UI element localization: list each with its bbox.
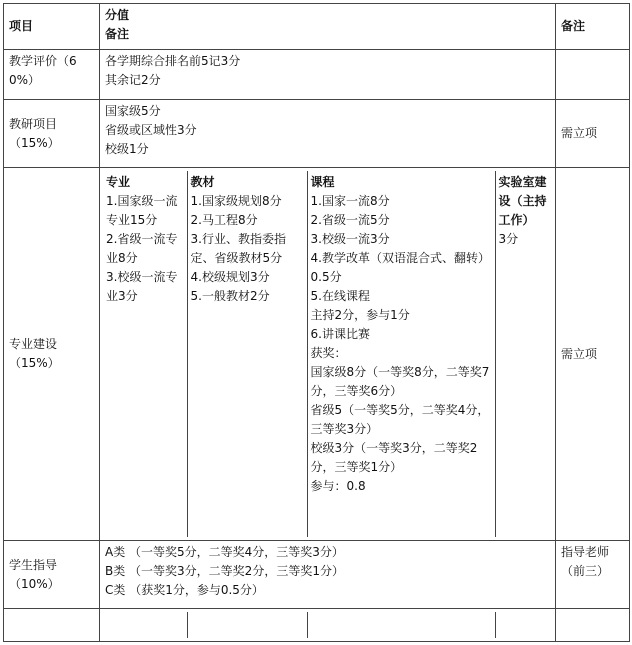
major-building-subrow: [103, 171, 559, 537]
sub-col-course-line: 校级3分（一等奖3分，二等奖2分，三等奖1分）: [310, 441, 478, 474]
row-empty: [4, 609, 630, 642]
sub-col-lab-line: 3分: [498, 232, 519, 246]
empty-cell: [103, 612, 187, 638]
empty-cell: [100, 609, 556, 642]
research-item: [4, 100, 100, 168]
empty-cell: [556, 609, 630, 642]
empty-subrow: [103, 612, 559, 638]
teaching-eval-line-2: 其余记2分: [105, 73, 161, 87]
research-score: [100, 100, 556, 168]
sub-col-course-line: 参与：0.8: [310, 479, 366, 493]
sub-col-course-line: 3.校级一流3分: [310, 232, 390, 246]
research-line-2: 省级或区域性3分: [105, 123, 197, 137]
sub-col-course-line: 主持2分，参与1分: [310, 308, 410, 322]
sub-col-lab: [495, 171, 559, 537]
student-guidance-note: 指导老师（前三）: [556, 541, 630, 609]
sub-col-course-line: 2.省级一流5分: [310, 213, 390, 227]
row-research: [4, 100, 630, 168]
empty-cell: [4, 609, 100, 642]
research-line-1: 国家级5分: [105, 104, 161, 118]
student-guidance-score: [100, 541, 556, 609]
sub-col-major-title: 专业: [106, 175, 131, 189]
sub-col-lab-title: 实验室建设（主持工作）: [498, 175, 547, 227]
teaching-eval-item: 教学评价（60%）: [4, 50, 100, 100]
empty-cell: [495, 612, 559, 638]
student-guidance-item-line1: 学生指导: [9, 557, 58, 572]
major-building-item-line1: 专业建设: [9, 337, 58, 351]
header-score: [100, 4, 556, 50]
header-note: 备注: [556, 4, 630, 50]
sub-col-textbook-title: 教材: [190, 175, 215, 189]
sub-col-course-line: 获奖：: [310, 346, 347, 360]
teaching-eval-line-1: 各学期综合排名前5记3分: [105, 54, 241, 68]
sub-col-course-line: 6.讲课比赛: [310, 327, 370, 341]
research-item-line1: 教研项目: [9, 116, 58, 131]
major-building-subtable: [103, 171, 559, 537]
header-item: 项目: [4, 4, 100, 50]
header-score-line2: 备注: [105, 27, 130, 41]
teaching-eval-score: [100, 50, 556, 100]
empty-cell: [307, 612, 495, 638]
research-note: 需立项: [556, 100, 630, 168]
empty-cell: [187, 612, 307, 638]
major-building-score: [100, 168, 556, 541]
sub-col-course-line: 1.国家一流8分: [310, 194, 390, 208]
sub-col-textbook: [187, 171, 307, 537]
major-building-item: [4, 168, 100, 541]
sub-col-course: [307, 171, 495, 537]
sub-col-course-line: 4.教学改革（双语混合式、翻转）0.5分: [310, 251, 490, 284]
sub-col-textbook-line: 4.校级规划3分: [190, 270, 270, 284]
empty-subtable: [103, 612, 559, 638]
sub-col-textbook-line: 2.马工程8分: [190, 213, 258, 227]
row-student-guidance: [4, 541, 630, 609]
student-guidance-line-b: B类 （一等奖3分，二等奖2分，三等奖1分）: [105, 564, 344, 578]
research-item-line2: （15%）: [9, 135, 60, 150]
scoring-table: [3, 3, 630, 642]
sub-col-course-title: 课程: [310, 175, 335, 189]
major-building-note: 需立项: [556, 168, 630, 541]
sub-col-major-line: 3.校级一流专业3分: [106, 270, 178, 303]
sub-col-major-line: 2.省级一流专业8分: [106, 232, 178, 265]
sub-col-textbook-line: 3.行业、教指委指定、省级教材5分: [190, 232, 286, 265]
major-building-item-line2: （15%）: [9, 356, 60, 370]
student-guidance-line-c: C类 （获奖1分，参与0.5分）: [105, 583, 264, 597]
student-guidance-item-line2: （10%）: [9, 576, 60, 591]
row-major-building: [4, 168, 630, 541]
sub-col-textbook-line: 5.一般教材2分: [190, 289, 270, 303]
header-row: [4, 4, 630, 50]
sub-col-course-line: 省级5（一等奖5分，二等奖4分，三等奖3分）: [310, 403, 490, 436]
sub-col-major-line: 1.国家级一流专业15分: [106, 194, 178, 227]
student-guidance-item: [4, 541, 100, 609]
research-line-3: 校级1分: [105, 142, 149, 156]
sub-col-textbook-line: 1.国家级规划8分: [190, 194, 282, 208]
row-teaching-eval: [4, 50, 630, 100]
sub-col-major: [103, 171, 187, 537]
sub-col-course-line: 国家级8分（一等奖8分，二等奖7分，三等奖6分）: [310, 365, 490, 398]
sub-col-course-line: 5.在线课程: [310, 289, 370, 303]
header-score-line1: 分值: [105, 8, 130, 22]
student-guidance-line-a: A类 （一等奖5分，二等奖4分，三等奖3分）: [105, 545, 344, 559]
teaching-eval-note: [556, 50, 630, 100]
